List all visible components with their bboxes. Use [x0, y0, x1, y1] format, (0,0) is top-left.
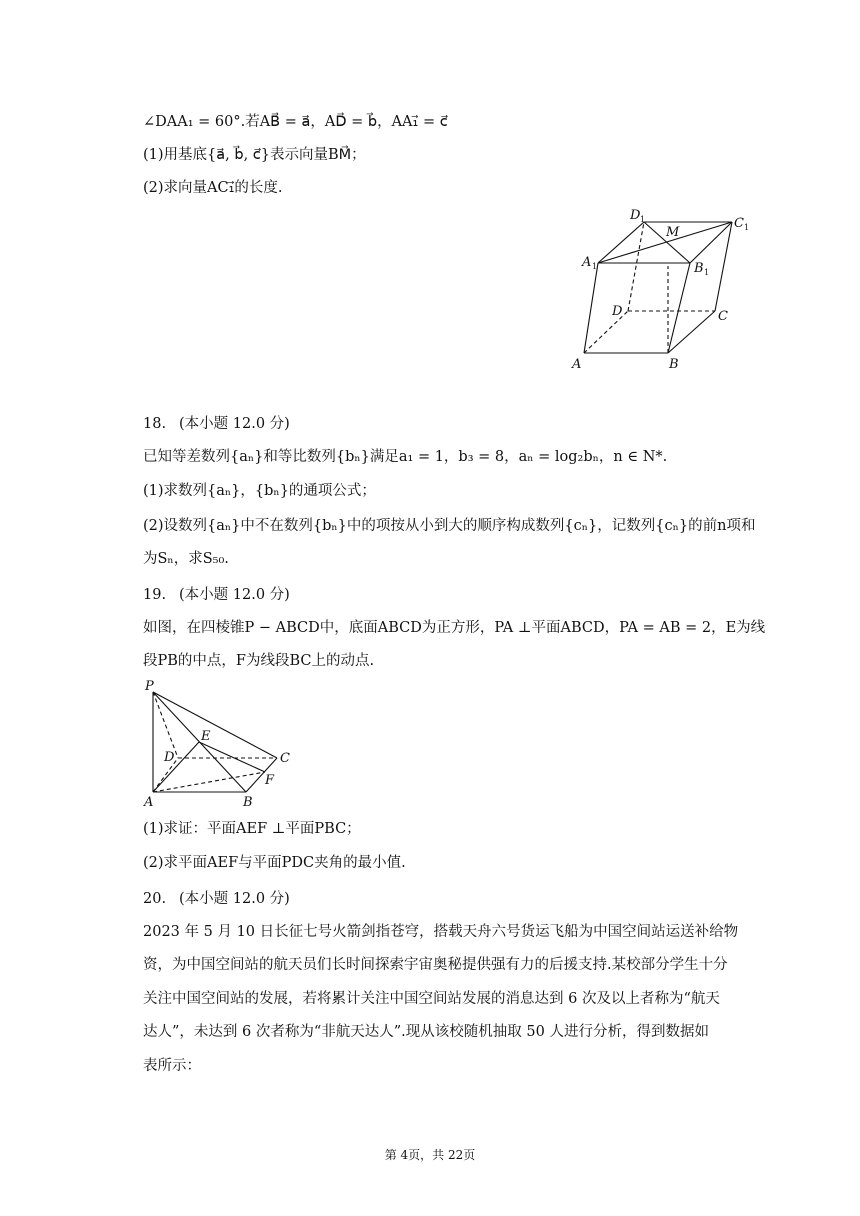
label-b: B	[243, 795, 253, 810]
parallelepiped-figure	[570, 200, 760, 380]
label-b1: B	[694, 261, 704, 276]
diagonal-a1c1	[598, 222, 732, 263]
label-p: P	[145, 679, 154, 694]
q18-part-1: (1)求数列{aₙ}，{bₙ}的通项公式；	[143, 483, 376, 499]
edge-bb1	[668, 263, 690, 353]
edge-pd	[153, 692, 178, 758]
q19-score: (本小题 12.0 分)	[179, 587, 290, 603]
label-m: M	[666, 225, 680, 240]
svg-text:1: 1	[744, 223, 750, 232]
q17-line-1: ∠DAA₁ = 60°.若AB⃗ = a⃗，AD⃗ = b⃗，AA₁⃗ = c⃗	[143, 114, 448, 130]
q19-part-1: (1)求证：平面AEF ⊥平面PBC；	[143, 821, 361, 837]
q20-line-5: 表所示：	[143, 1058, 201, 1074]
label-f: F	[265, 773, 275, 788]
svg-text:1: 1	[640, 215, 646, 224]
q18-line-1: 已知等差数列{aₙ}和等比数列{bₙ}满足a₁ = 1，b₃ = 8，aₙ = log₂bₙ，n ∈ N*.	[143, 449, 668, 465]
label-a: A	[572, 357, 582, 372]
q18-part-2: (2)设数列{aₙ}中不在数列{bₙ}中的项按从小到大的顺序构成数列{cₙ}，记数列{cₙ}的前n项和	[143, 518, 756, 534]
label-d1: D	[630, 208, 641, 223]
svg-text:1: 1	[704, 268, 710, 277]
q18-score: (本小题 12.0 分)	[179, 416, 290, 432]
q20-header	[143, 887, 290, 908]
q17-part-2: (2)求向量AC₁⃗的长度.	[143, 180, 283, 196]
q18-line-4: 为Sₙ，求S₅₀.	[143, 551, 229, 567]
label-e: E	[201, 729, 211, 744]
q20-line-4: 达人”，未达到 6 次者称为“非航天达人”.现从该校随机抽取 50 人进行分析，得到数据如	[143, 1024, 709, 1040]
label-a1: A	[582, 255, 592, 270]
edge-a1d1	[598, 222, 644, 263]
edge-bc	[668, 311, 715, 353]
svg-text:1: 1	[592, 262, 598, 271]
q20-score: (本小题 12.0 分)	[179, 891, 290, 907]
edge-dd1	[628, 222, 644, 311]
q20-number: 20.	[143, 891, 167, 907]
edge-aa1	[584, 263, 598, 353]
q18-header	[143, 412, 290, 433]
label-a: A	[144, 795, 154, 810]
label-d: D	[612, 304, 623, 319]
q19-line-1: 如图，在四棱锥P − ABCD中，底面ABCD为正方形，PA ⊥平面ABCD，PA = AB = 2，E为线	[143, 620, 766, 636]
q19-header	[143, 583, 290, 604]
label-d: D	[164, 750, 175, 765]
page-footer: 第 4页，共 22页	[384, 1148, 476, 1162]
pyramid-figure	[140, 678, 300, 812]
q17-part-1: (1)用基底{a⃗, b⃗, c⃗}表示向量BM⃗；	[143, 147, 366, 163]
q20-line-2: 资，为中国空间站的航天员们长时间探索宇宙奥秘提供强有力的后援支持.某校部分学生十分	[143, 957, 728, 973]
label-c: C	[718, 309, 728, 324]
q19-part-2: (2)求平面AEF与平面PDC夹角的最小值.	[143, 855, 406, 871]
q18-number: 18.	[143, 416, 167, 432]
q19-line-2: 段PB的中点，F为线段BC上的动点.	[143, 653, 375, 669]
q20-line-1: 2023 年 5 月 10 日长征七号火箭剑指苍穹，搭载天舟六号货运飞船为中国空间站运送补给物	[143, 924, 739, 940]
segment-ae	[153, 742, 199, 792]
edge-pc	[153, 692, 277, 758]
q20-line-3: 关注中国空间站的发展，若将累计关注中国空间站发展的消息达到 6 次及以上者称为“航天	[143, 991, 720, 1007]
q19-number: 19.	[143, 587, 167, 603]
label-c1: C	[734, 216, 744, 231]
label-c: C	[280, 751, 290, 766]
label-b: B	[669, 357, 679, 372]
